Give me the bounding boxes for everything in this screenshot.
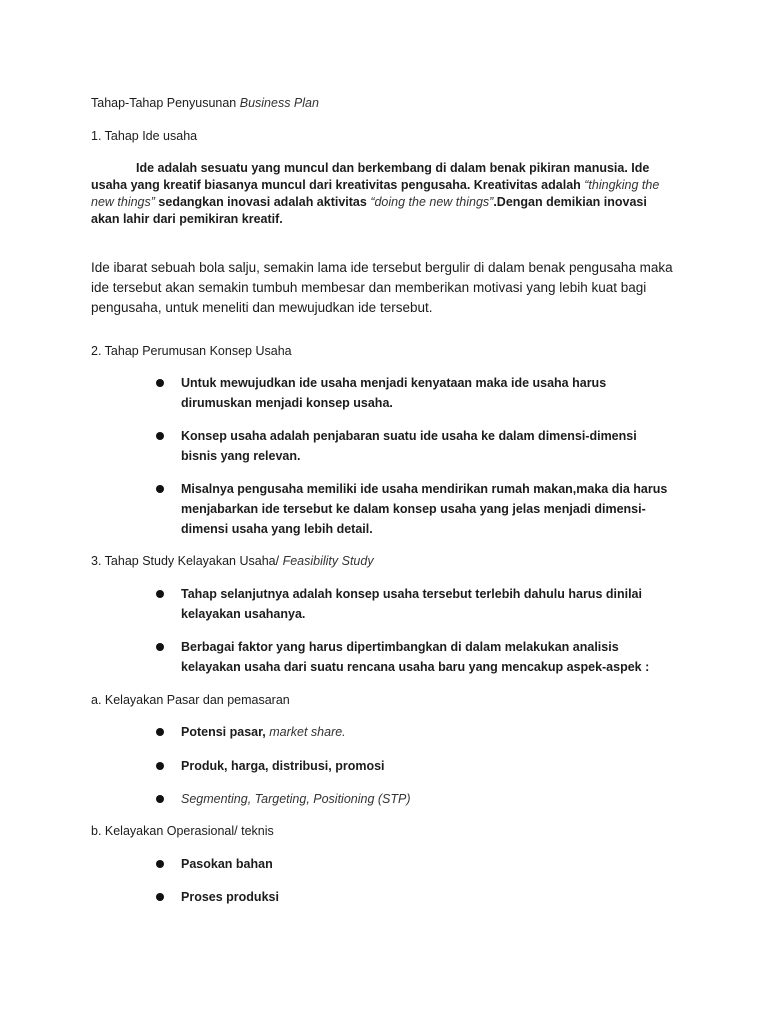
title-italic: Business Plan — [239, 96, 319, 110]
bullet-icon — [156, 860, 164, 868]
section-3-heading: 3. Tahap Study Kelayakan Usaha/ Feasibility Study — [91, 554, 374, 568]
bullet-icon — [156, 893, 164, 901]
list-item: Segmenting, Targeting, Positioning (STP) — [181, 789, 676, 809]
document-title: Tahap-Tahap Penyusunan Business Plan — [91, 96, 319, 110]
list-item: Berbagai faktor yang harus dipertimbangkan di dalam melakukan analisis kelayakan usaha dari suatu rencana usaha baru yang mencakup aspek-aspek : — [181, 637, 676, 677]
list-item: Konsep usaha adalah penjabaran suatu ide usaha ke dalam dimensi-dimensi bisnis yang relevan. — [181, 426, 676, 466]
bullet-icon — [156, 590, 164, 598]
list-item: Tahap selanjutnya adalah konsep usaha tersebut terlebih dahulu harus dinilai kelayakan usahanya. — [181, 584, 676, 624]
bullet-icon — [156, 643, 164, 651]
section-1-paragraph-1: Ide adalah sesuatu yang muncul dan berkembang di dalam benak pikiran manusia. Ide usaha yang kreatif biasanya muncul dari kreativitas pengusaha. Kreativitas adalah “thingking the new things” sedangkan inovasi adalah aktivitas “doing the new things”.Dengan demikian inovasi akan lahir dari pemikiran kreatif. — [91, 161, 660, 226]
list-item: Produk, harga, distribusi, promosi — [181, 756, 676, 776]
bullet-icon — [156, 432, 164, 440]
bullet-icon — [156, 795, 164, 803]
bullet-icon — [156, 379, 164, 387]
bullet-icon — [156, 728, 164, 736]
list-item: Proses produksi — [181, 887, 676, 907]
bullet-icon — [156, 485, 164, 493]
section-2-heading: 2. Tahap Perumusan Konsep Usaha — [91, 344, 292, 358]
list-item: Untuk mewujudkan ide usaha menjadi kenyataan maka ide usaha harus dirumuskan menjadi konsep usaha. — [181, 373, 676, 413]
section-a-heading: a. Kelayakan Pasar dan pemasaran — [91, 693, 290, 707]
bullet-icon — [156, 762, 164, 770]
section-b-heading: b. Kelayakan Operasional/ teknis — [91, 824, 274, 838]
list-item: Pasokan bahan — [181, 854, 676, 874]
section-1-paragraph-2: Ide ibarat sebuah bola salju, semakin lama ide tersebut bergulir di dalam benak pengusaha maka ide tersebut akan semakin tumbuh membesar dan memberikan motivasi yang lebih kuat bagi pengusaha, untuk meneliti dan mewujudkan ide tersebut. — [91, 260, 673, 315]
list-item: Misalnya pengusaha memiliki ide usaha mendirikan rumah makan,maka dia harus menjabarkan ide tersebut ke dalam konsep usaha yang jelas menjadi dimensi-dimensi usaha yang lebih detail. — [181, 479, 676, 539]
list-item: Potensi pasar, market share. — [181, 722, 676, 742]
section-1-heading: 1. Tahap Ide usaha — [91, 129, 198, 143]
